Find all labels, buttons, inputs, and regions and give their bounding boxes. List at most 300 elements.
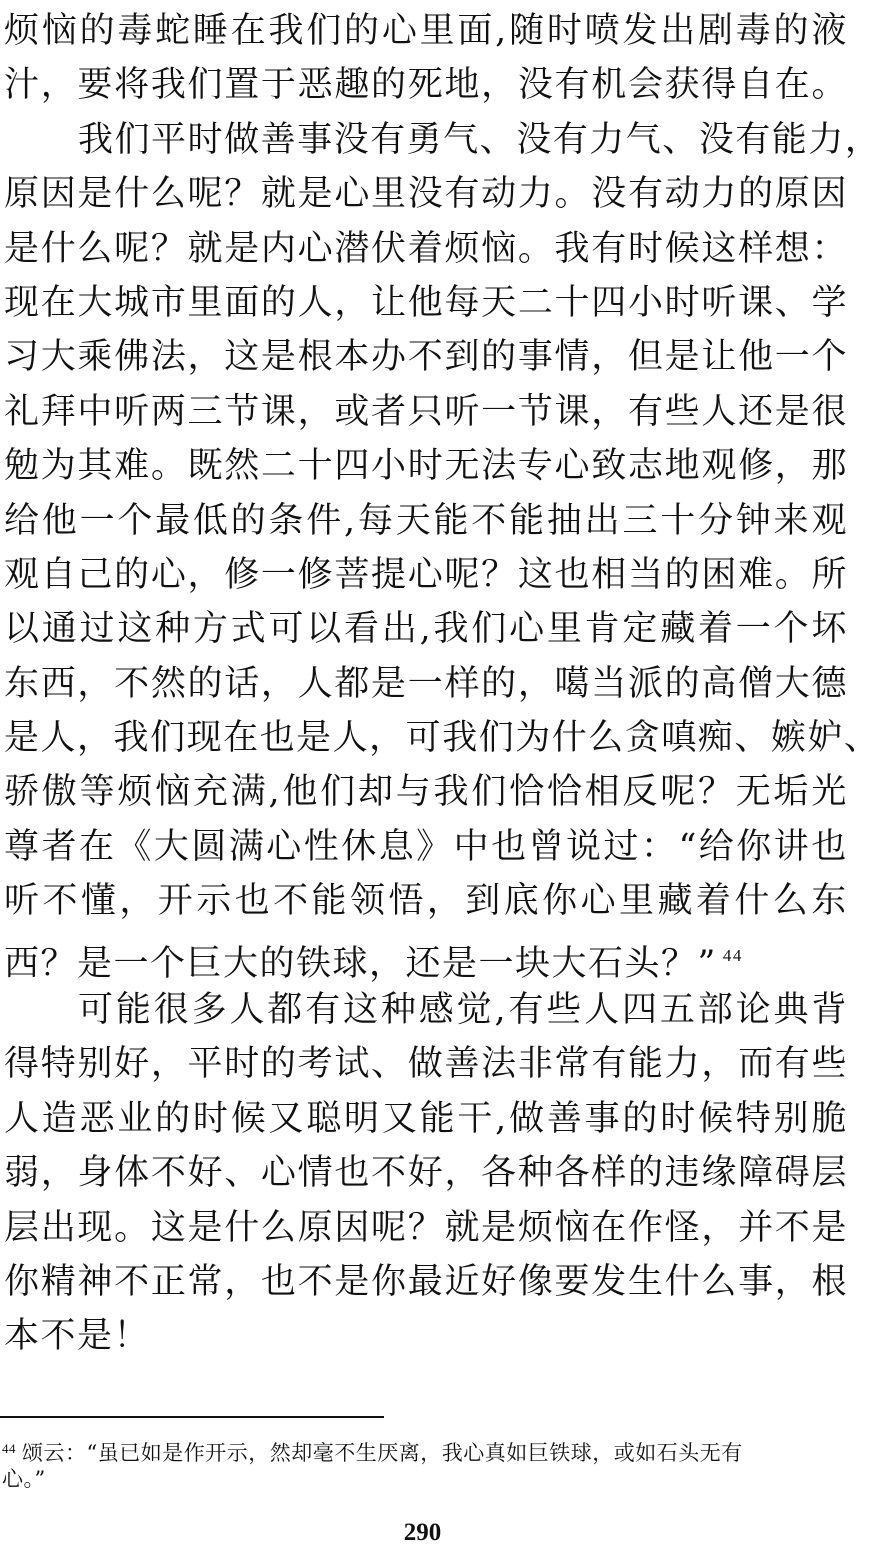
glyph: 的 — [481, 663, 518, 704]
glyph: 习 — [4, 337, 41, 378]
glyph: 置 — [224, 65, 261, 106]
glyph: 然 — [224, 446, 261, 487]
glyph: 嗔 — [661, 718, 698, 759]
glyph: 做 — [509, 1098, 546, 1139]
glyph: 很 — [811, 391, 848, 432]
glyph: 伏 — [371, 228, 408, 269]
glyph: ， — [224, 1261, 261, 1302]
glyph: 潜 — [334, 228, 371, 269]
glyph: 背 — [811, 990, 848, 1031]
glyph: 不 — [273, 881, 310, 922]
body-line — [4, 765, 848, 819]
glyph: 底 — [503, 881, 541, 922]
glyph: 不 — [407, 337, 445, 378]
body-line — [4, 602, 848, 656]
glyph: 力 — [701, 174, 738, 215]
glyph: 要 — [77, 65, 114, 106]
glyph: 什 — [734, 881, 771, 922]
glyph: 么 — [772, 881, 810, 922]
glyph: 可 — [405, 718, 443, 759]
glyph: 烦 — [117, 772, 154, 813]
glyph: 们 — [320, 772, 357, 813]
glyph: 观 — [4, 554, 41, 595]
glyph: 很 — [153, 990, 191, 1031]
glyph: 他 — [407, 282, 445, 323]
glyph: 五 — [659, 990, 697, 1031]
glyph: 呢 — [371, 1207, 408, 1248]
glyph: 满 — [228, 826, 266, 867]
glyph: 性 — [303, 826, 341, 867]
glyph: 根 — [297, 337, 335, 378]
glyph: 藏 — [657, 881, 694, 922]
glyph: 人 — [701, 391, 738, 432]
glyph: 恼 — [155, 772, 192, 813]
glyph: 常 — [554, 1044, 592, 1085]
body-line — [4, 330, 848, 384]
glyph: 没 — [698, 119, 736, 160]
glyph: ： — [640, 826, 678, 867]
glyph: 十 — [297, 446, 335, 487]
glyph: 明 — [344, 1098, 381, 1139]
glyph: 观 — [811, 500, 848, 541]
body-line-text: 本不是！ — [4, 1316, 151, 1357]
glyph: 恰 — [509, 772, 546, 813]
glyph: 想 — [774, 228, 812, 269]
glyph: 你 — [4, 1261, 41, 1302]
glyph: 都 — [334, 663, 371, 704]
glyph: 情 — [554, 337, 592, 378]
glyph: 、 — [224, 1153, 261, 1194]
glyph: 二 — [517, 282, 555, 323]
glyph: 心 — [580, 881, 618, 922]
glyph: 的 — [664, 554, 702, 595]
glyph: 以 — [306, 609, 343, 650]
glyph: 满 — [230, 772, 268, 813]
glyph: 坏 — [811, 609, 848, 650]
glyph: 时 — [627, 228, 665, 269]
glyph: 动 — [664, 174, 702, 215]
body-line-text: 西？是一个巨大的铁球，还是一块大石头？” — [4, 943, 717, 984]
glyph: 的 — [260, 1044, 298, 1085]
glyph: 困 — [701, 554, 738, 595]
glyph: 是 — [334, 1261, 371, 1302]
glyph: 嫉 — [770, 718, 808, 759]
glyph: 难 — [738, 554, 775, 595]
glyph: ， — [119, 881, 156, 922]
glyph: 事 — [297, 119, 334, 160]
glyph: 贪 — [624, 718, 662, 759]
glyph: 人 — [297, 663, 335, 704]
glyph: 么 — [260, 1207, 298, 1248]
glyph: 些 — [546, 990, 583, 1031]
glyph: 没 — [591, 174, 628, 215]
glyph: 僧 — [738, 663, 775, 704]
glyph: 钟 — [735, 500, 773, 541]
glyph: 你 — [371, 1261, 408, 1302]
body-line — [4, 657, 848, 711]
glyph: 修 — [738, 446, 775, 487]
glyph: 休 — [341, 826, 378, 867]
glyph: 非 — [517, 1044, 555, 1085]
glyph: 么 — [588, 718, 625, 759]
glyph: 趣 — [334, 65, 371, 106]
glyph: 没 — [333, 119, 371, 160]
glyph: 人 — [229, 990, 266, 1031]
glyph: 得 — [4, 1044, 41, 1085]
glyph: 勉 — [4, 446, 41, 487]
body-line — [4, 1146, 848, 1200]
glyph: 一 — [735, 609, 773, 650]
glyph: 而 — [738, 1044, 775, 1085]
glyph: ， — [40, 65, 78, 106]
body-line — [4, 4, 848, 58]
glyph: 违 — [664, 1153, 702, 1194]
glyph: 发 — [622, 11, 659, 51]
glyph: 喷 — [584, 11, 622, 51]
glyph: 事 — [584, 1098, 622, 1139]
glyph: 能 — [509, 500, 546, 541]
glyph: 致 — [591, 446, 628, 487]
glyph: 心 — [509, 609, 546, 650]
glyph: 傲 — [41, 772, 79, 813]
glyph: , — [495, 11, 508, 51]
glyph: 呢 — [114, 228, 151, 269]
glyph: 开 — [157, 881, 195, 922]
glyph: 可 — [268, 609, 305, 650]
glyph: 睡 — [192, 11, 230, 51]
glyph: 讲 — [773, 826, 811, 867]
glyph: 人 — [297, 282, 335, 323]
glyph: 肯 — [584, 609, 622, 650]
glyph: 现 — [77, 1207, 114, 1248]
glyph: 在 — [223, 718, 260, 759]
glyph: 那 — [811, 446, 848, 487]
glyph: 内 — [260, 228, 298, 269]
glyph: 最 — [407, 1261, 445, 1302]
glyph: 人 — [40, 718, 78, 759]
glyph: 四 — [591, 282, 628, 323]
glyph: 能 — [311, 881, 349, 922]
glyph: 在 — [78, 826, 116, 867]
body-line — [4, 113, 881, 167]
glyph: 弱 — [4, 1153, 41, 1194]
glyph: 既 — [187, 446, 225, 487]
glyph: 痴 — [697, 718, 735, 759]
glyph: 曾 — [528, 826, 566, 867]
glyph: 于 — [260, 65, 298, 106]
glyph: 的 — [627, 1153, 665, 1194]
glyph: 多 — [191, 990, 229, 1031]
glyph: 里 — [371, 174, 408, 215]
glyph: 小 — [371, 446, 408, 487]
glyph: 汁 — [4, 65, 41, 106]
glyph: 、 — [843, 718, 881, 759]
glyph: 的 — [344, 11, 381, 51]
glyph: 节 — [224, 391, 261, 432]
glyph: 会 — [627, 65, 665, 106]
glyph: 可 — [78, 990, 115, 1031]
glyph: 时 — [187, 119, 225, 160]
glyph: 原 — [4, 174, 41, 215]
glyph: 正 — [150, 1261, 188, 1302]
glyph: 发 — [591, 1261, 628, 1302]
glyph: 种 — [155, 609, 192, 650]
glyph: 样 — [444, 663, 481, 704]
glyph: 常 — [187, 1261, 225, 1302]
body-line — [4, 983, 848, 1037]
glyph: 着 — [695, 881, 733, 922]
glyph: 因 — [334, 1207, 371, 1248]
glyph: 让 — [371, 282, 408, 323]
glyph: 里 — [419, 11, 457, 51]
glyph: 《 — [116, 826, 153, 867]
glyph: 呢 — [660, 772, 697, 813]
body-line — [4, 874, 848, 928]
glyph: 样 — [591, 1153, 628, 1194]
glyph: 我 — [113, 718, 151, 759]
glyph: ， — [591, 391, 628, 432]
glyph: 时 — [546, 11, 584, 51]
glyph: 业 — [117, 1098, 154, 1139]
glyph: 候 — [230, 1098, 268, 1139]
glyph: 的 — [773, 11, 811, 51]
glyph: 妒 — [807, 718, 844, 759]
glyph: 别 — [77, 1044, 114, 1085]
glyph: 让 — [701, 337, 738, 378]
glyph: 有 — [774, 1044, 812, 1085]
glyph: 然 — [150, 663, 188, 704]
body-line — [4, 222, 848, 276]
glyph: 因 — [811, 174, 848, 215]
glyph: 什 — [224, 1207, 261, 1248]
glyph: 心 — [266, 826, 303, 867]
glyph: 垢 — [773, 772, 811, 813]
glyph: 做 — [224, 119, 261, 160]
glyph: 自 — [40, 554, 78, 595]
glyph: 恰 — [546, 772, 584, 813]
glyph: 能 — [419, 1098, 457, 1139]
glyph: 在 — [230, 11, 268, 51]
glyph: 种 — [380, 990, 418, 1031]
glyph: 人 — [332, 718, 370, 759]
glyph: 悟 — [388, 881, 425, 922]
glyph: 这 — [701, 228, 738, 269]
glyph: 有 — [735, 119, 772, 160]
glyph: 种 — [517, 1153, 555, 1194]
glyph: 善 — [444, 1044, 481, 1085]
glyph: 当 — [627, 554, 665, 595]
glyph: 不 — [774, 1207, 812, 1248]
glyph: 法 — [150, 337, 188, 378]
glyph: 是 — [371, 663, 408, 704]
glyph: 派 — [627, 663, 665, 704]
glyph: ： — [811, 228, 848, 269]
glyph: ？ — [150, 228, 188, 269]
glyph: 乘 — [77, 337, 114, 378]
glyph: 呢 — [444, 554, 481, 595]
glyph: 大 — [40, 337, 78, 378]
glyph: ？ — [224, 174, 261, 215]
glyph: 定 — [622, 609, 659, 650]
glyph: ， — [774, 1261, 812, 1302]
glyph: 什 — [40, 228, 78, 269]
glyph: 的 — [155, 1098, 192, 1139]
glyph: 没 — [517, 65, 555, 106]
glyph: 时 — [224, 1044, 261, 1085]
glyph: 但 — [627, 337, 665, 378]
glyph: 为 — [515, 718, 552, 759]
glyph: 。 — [774, 554, 812, 595]
glyph: “ — [678, 826, 698, 867]
glyph: 原 — [774, 174, 812, 215]
glyph: 修 — [224, 554, 261, 595]
glyph: , — [344, 500, 357, 541]
glyph: 恼 — [554, 1207, 592, 1248]
glyph: 着 — [697, 609, 735, 650]
glyph: 天 — [395, 500, 433, 541]
glyph: 有 — [627, 391, 665, 432]
glyph: 出 — [40, 1207, 78, 1248]
glyph: ， — [774, 446, 812, 487]
glyph: 东 — [811, 881, 848, 922]
glyph: 什 — [551, 718, 589, 759]
glyph: 人 — [4, 1098, 41, 1139]
glyph: 在 — [40, 282, 78, 323]
glyph: 干 — [457, 1098, 494, 1139]
body-line — [4, 1037, 848, 1091]
glyph: 有 — [508, 990, 545, 1031]
glyph: 又 — [268, 1098, 305, 1139]
glyph: 液 — [811, 11, 848, 51]
glyph: 里 — [619, 881, 656, 922]
glyph: 不 — [471, 500, 508, 541]
glyph: 有 — [552, 119, 590, 160]
glyph: 拜 — [40, 391, 78, 432]
glyph: 你 — [736, 826, 773, 867]
glyph: 里 — [187, 282, 225, 323]
glyph: 是 — [774, 391, 812, 432]
glyph: 是 — [224, 228, 261, 269]
glyph: 听 — [444, 391, 481, 432]
glyph: 没 — [407, 174, 445, 215]
glyph: 气 — [625, 119, 663, 160]
glyph: 方 — [192, 609, 230, 650]
glyph: 人 — [584, 990, 621, 1031]
glyph: 好 — [481, 1261, 518, 1302]
glyph: 部 — [697, 990, 735, 1031]
glyph: ， — [187, 554, 225, 595]
footnote-line — [2, 1464, 852, 1494]
glyph: ， — [260, 663, 298, 704]
body-line — [4, 1255, 848, 1309]
glyph: 他 — [41, 500, 79, 541]
glyph: 能 — [627, 1044, 665, 1085]
glyph: 是 — [260, 337, 298, 378]
body-line — [4, 58, 848, 112]
glyph: 我 — [433, 609, 471, 650]
glyph: 地 — [444, 65, 481, 106]
glyph: 圆 — [191, 826, 228, 867]
glyph: 光 — [811, 772, 848, 813]
glyph: 我 — [78, 119, 115, 160]
glyph: 当 — [591, 663, 628, 704]
glyph: 层 — [4, 1207, 41, 1248]
glyph: ， — [40, 1153, 78, 1194]
glyph: 。 — [517, 228, 555, 269]
glyph: 好 — [407, 1153, 445, 1194]
glyph: 的 — [664, 663, 702, 704]
glyph: 个 — [811, 337, 848, 378]
glyph: 领 — [349, 881, 387, 922]
glyph: 缘 — [701, 1153, 738, 1194]
glyph: 恼 — [41, 11, 79, 51]
glyph: 示 — [196, 881, 233, 922]
glyph: 不 — [114, 663, 151, 704]
glyph: 三 — [187, 391, 225, 432]
glyph: 气 — [443, 119, 480, 160]
glyph: 菩 — [334, 554, 371, 595]
glyph: 一 — [774, 337, 812, 378]
glyph: 是 — [4, 718, 41, 759]
glyph: 就 — [260, 174, 298, 215]
glyph: 做 — [407, 1044, 445, 1085]
glyph: 不 — [371, 1153, 408, 1194]
glyph: 等 — [79, 772, 117, 813]
body-line — [4, 1309, 848, 1363]
glyph: 样 — [738, 228, 775, 269]
glyph: 却 — [357, 772, 395, 813]
glyph: 烦 — [444, 228, 481, 269]
glyph: 也 — [259, 718, 297, 759]
glyph: 神 — [77, 1261, 114, 1302]
glyph: 本 — [334, 337, 371, 378]
glyph: 们 — [471, 772, 508, 813]
glyph: 听 — [701, 282, 738, 323]
glyph: 一 — [407, 663, 445, 704]
glyph: 善 — [260, 119, 298, 160]
glyph: 观 — [701, 446, 738, 487]
glyph: 是 — [187, 1207, 225, 1248]
glyph: 相 — [591, 554, 628, 595]
glyph: 有 — [591, 1044, 628, 1085]
glyph: 里 — [546, 609, 584, 650]
glyph: 市 — [150, 282, 188, 323]
glyph: ， — [150, 1044, 188, 1085]
glyph: 平 — [151, 119, 188, 160]
glyph: 时 — [407, 446, 445, 487]
glyph: 课 — [554, 391, 592, 432]
body-line — [4, 167, 848, 221]
glyph: 面 — [224, 282, 261, 323]
glyph: 么 — [77, 228, 114, 269]
glyph: 件 — [306, 500, 343, 541]
glyph: 时 — [192, 1098, 230, 1139]
glyph: 一 — [79, 500, 117, 541]
glyph: 能 — [115, 990, 153, 1031]
glyph: 课 — [738, 282, 775, 323]
glyph: ， — [444, 1153, 481, 1194]
glyph: 心 — [554, 446, 592, 487]
glyph: 情 — [297, 1153, 335, 1194]
glyph: 是 — [296, 718, 333, 759]
glyph: 别 — [773, 1098, 811, 1139]
glyph: 专 — [517, 446, 555, 487]
glyph: 特 — [735, 1098, 773, 1139]
glyph: 这 — [517, 554, 555, 595]
footnote-text: 心。” — [2, 1467, 46, 1491]
glyph: 时 — [660, 1098, 697, 1139]
glyph: 善 — [546, 1098, 584, 1139]
